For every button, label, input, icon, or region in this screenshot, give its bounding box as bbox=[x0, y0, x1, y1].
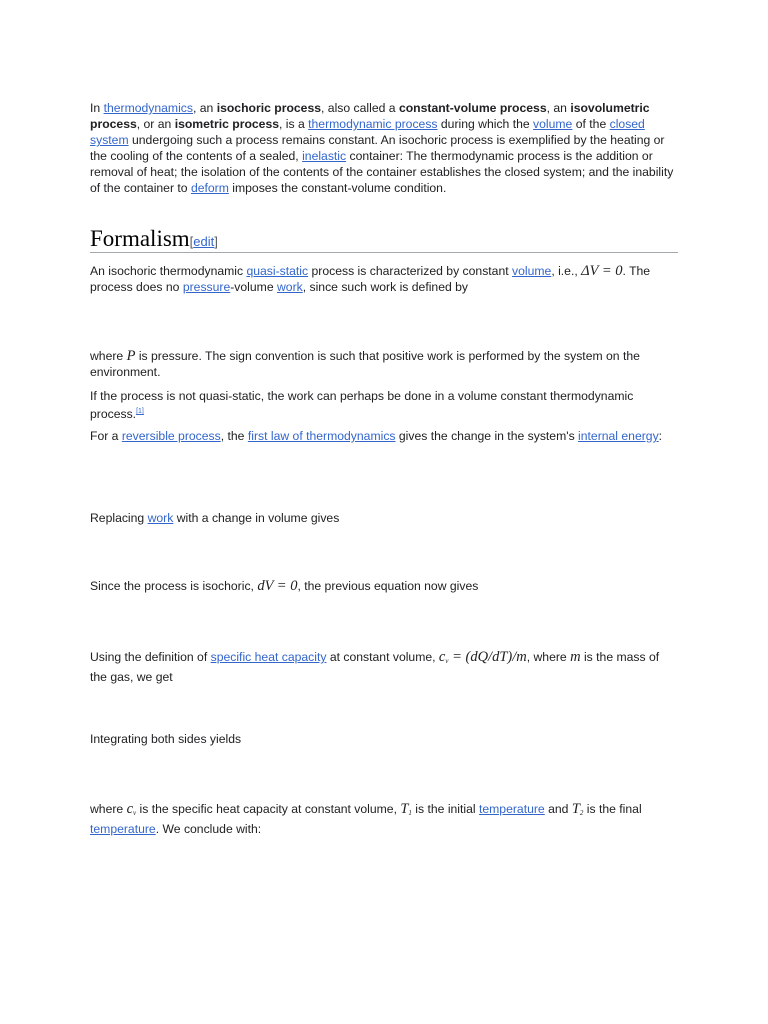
text: If the process is not quasi-static, the work can perhaps be done in a volume constant thermodynamic process. bbox=[90, 389, 634, 421]
link-internal-energy[interactable]: internal energy bbox=[578, 429, 659, 443]
link-closed-system[interactable]: closed system bbox=[90, 117, 645, 147]
text: imposes the constant-volume condition. bbox=[228, 181, 447, 195]
text: undergoing such a process remains constant. An isochoric process is exemplified by the heating or the cooling of the contents of a sealed, bbox=[90, 133, 665, 163]
paragraph-conclusion bbox=[90, 801, 678, 837]
math-symbol: c bbox=[438, 649, 446, 665]
section-title: Formalism bbox=[90, 226, 190, 251]
text: during which the bbox=[437, 117, 534, 131]
paragraph-isochoric-dv bbox=[90, 578, 678, 594]
text: of the bbox=[572, 117, 610, 131]
text: , also called a bbox=[321, 101, 399, 115]
text: where bbox=[90, 349, 127, 363]
paragraph-specific-heat bbox=[90, 649, 678, 685]
text: , or an bbox=[136, 117, 175, 131]
link-volume[interactable]: volume bbox=[512, 264, 552, 278]
bracket: ] bbox=[214, 234, 218, 249]
link-deform[interactable]: deform bbox=[190, 181, 229, 195]
reference-link[interactable]: [1] bbox=[136, 408, 144, 415]
text: with a change in volume gives bbox=[173, 511, 340, 525]
text: , an bbox=[546, 101, 571, 115]
bold-isochoric-process: isochoric process bbox=[216, 101, 322, 115]
intro-paragraph bbox=[90, 100, 678, 196]
link-thermodynamic-process[interactable]: thermodynamic process bbox=[308, 117, 438, 131]
math-subscript: 1 bbox=[408, 809, 412, 817]
paragraph-first-law bbox=[90, 428, 678, 444]
paragraph-quasi-static bbox=[90, 388, 678, 422]
text: , where bbox=[526, 650, 571, 664]
math-p: P bbox=[126, 348, 136, 364]
text: container: The thermodynamic process is the addition or removal of heat; the isolation of the contents of the container establishes the closed system; and the inability of the container to bbox=[90, 149, 674, 195]
math-symbol: T bbox=[400, 801, 409, 817]
math-delta-v: ΔV = 0 bbox=[581, 263, 623, 279]
text: , i.e., bbox=[551, 264, 582, 278]
math-cv bbox=[127, 801, 137, 817]
edit-link[interactable]: edit bbox=[193, 234, 215, 249]
paragraph-sign-convention bbox=[90, 348, 678, 380]
math-subscript: 2 bbox=[579, 809, 584, 817]
link-reversible-process[interactable]: reversible process bbox=[121, 429, 221, 443]
bold-isometric-process: isometric process bbox=[174, 117, 280, 131]
text: is the final bbox=[583, 802, 642, 816]
math-cv-definition: = (dQ/dT)/m bbox=[448, 649, 527, 665]
link-temperature[interactable]: temperature bbox=[90, 822, 156, 836]
paragraph-integrating bbox=[90, 731, 678, 747]
edit-section bbox=[190, 234, 218, 249]
text: is the initial bbox=[411, 802, 479, 816]
bold-constant-volume-process: constant-volume process bbox=[398, 101, 547, 115]
text: process is characterized by constant bbox=[308, 264, 513, 278]
bracket: [ bbox=[189, 234, 194, 249]
text: . The process does no bbox=[90, 264, 651, 294]
text: is pressure. The sign convention is such that positive work is performed by the system on the environment. bbox=[90, 349, 640, 379]
math-subscript: v bbox=[133, 809, 137, 817]
bold-isovolumetric-process: isovolumetric process bbox=[90, 101, 650, 131]
text: : bbox=[658, 429, 663, 443]
math-subscript: v bbox=[445, 657, 449, 665]
paragraph-replacing-work bbox=[90, 510, 678, 526]
link-inelastic[interactable]: inelastic bbox=[302, 149, 347, 163]
text: Using the definition of bbox=[90, 650, 211, 664]
math-t2 bbox=[572, 801, 584, 817]
link-thermodynamics[interactable]: thermodynamics bbox=[103, 101, 193, 115]
text: and bbox=[544, 802, 572, 816]
text: Replacing bbox=[90, 511, 148, 525]
text: gives the change in the system's bbox=[395, 429, 579, 443]
text: , the bbox=[220, 429, 248, 443]
text: , the previous equation now gives bbox=[297, 579, 479, 593]
link-work[interactable]: work bbox=[276, 280, 303, 294]
link-work[interactable]: work bbox=[147, 511, 174, 525]
math-symbol: T bbox=[571, 801, 580, 817]
text: , is a bbox=[279, 117, 309, 131]
text: Since the process is isochoric, bbox=[90, 579, 258, 593]
link-volume[interactable]: volume bbox=[533, 117, 573, 131]
text: is the mass of the gas, we get bbox=[90, 650, 660, 684]
text: Integrating both sides yields bbox=[90, 732, 242, 746]
link-temperature[interactable]: temperature bbox=[478, 802, 545, 816]
text: at constant volume, bbox=[326, 650, 439, 664]
paragraph-isochoric-definition bbox=[90, 263, 678, 295]
link-specific-heat-capacity[interactable]: specific heat capacity bbox=[210, 650, 327, 664]
math-symbol: c bbox=[126, 801, 134, 817]
text: For a bbox=[90, 429, 122, 443]
text: where bbox=[90, 802, 127, 816]
section-heading-formalism bbox=[90, 226, 678, 253]
math-dv-zero: dV = 0 bbox=[257, 578, 298, 594]
math-t1 bbox=[400, 801, 412, 817]
link-pressure[interactable]: pressure bbox=[182, 280, 231, 294]
text: -volume bbox=[230, 280, 277, 294]
text: In bbox=[90, 101, 104, 115]
text: An isochoric thermodynamic bbox=[90, 264, 247, 278]
text: , an bbox=[192, 101, 217, 115]
text: . We conclude with: bbox=[155, 822, 262, 836]
text: is the specific heat capacity at constant volume, bbox=[136, 802, 401, 816]
link-quasi-static[interactable]: quasi-static bbox=[246, 264, 309, 278]
math-m: m bbox=[570, 649, 581, 665]
text: , since such work is defined by bbox=[302, 280, 469, 294]
link-first-law[interactable]: first law of thermodynamics bbox=[247, 429, 396, 443]
